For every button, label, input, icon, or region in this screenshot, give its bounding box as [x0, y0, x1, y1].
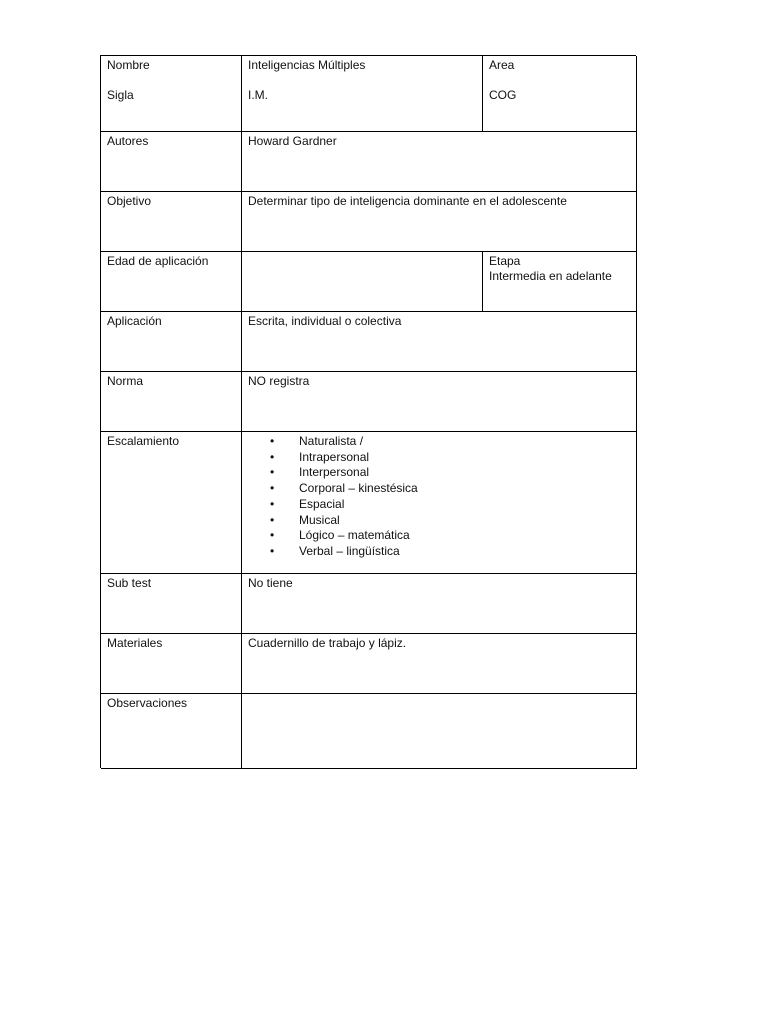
objetivo-label: Objetivo: [107, 194, 152, 208]
objetivo-value-cell: [242, 192, 637, 252]
etapa-label: Etapa: [489, 254, 521, 268]
materiales-label: Materiales: [107, 636, 163, 650]
list-item: • Lógico – matemática: [248, 528, 630, 544]
list-item: • Interpersonal: [248, 465, 630, 481]
aplicacion-value-cell: [242, 312, 637, 372]
list-item: • Naturalista /: [248, 434, 630, 450]
list-item: • Musical: [248, 513, 630, 529]
autores-value: Howard Gardner: [248, 134, 337, 148]
observaciones-label: Observaciones: [107, 696, 188, 710]
observaciones-label-cell: [101, 694, 242, 769]
edad-value-cell: [242, 252, 483, 312]
sigla-value: I.M.: [248, 88, 268, 102]
observaciones-value-cell: [242, 694, 637, 769]
materiales-value-cell: [242, 634, 637, 694]
list-item: • Corporal – kinestésica: [248, 481, 630, 497]
escalamiento-label-cell: [101, 432, 242, 574]
subtest-label: Sub test: [107, 576, 152, 590]
materiales-value: Cuadernillo de trabajo y lápiz.: [248, 636, 407, 650]
norma-label-cell: [101, 372, 242, 432]
norma-value-cell: [242, 372, 637, 432]
autores-value-cell: [242, 132, 637, 192]
edad-label: Edad de aplicación: [107, 254, 209, 268]
aplicacion-label-cell: [101, 312, 242, 372]
list-item: • Intrapersonal: [248, 450, 630, 466]
area-cell: [483, 56, 637, 132]
sigla-label: Sigla: [107, 88, 134, 102]
autores-label: Autores: [107, 134, 149, 148]
aplicacion-value: Escrita, individual o colectiva: [248, 314, 402, 328]
norma-value: NO registra: [248, 374, 310, 388]
etapa-value: Intermedia en adelante: [489, 269, 612, 283]
edad-label-cell: [101, 252, 242, 312]
escalamiento-label: Escalamiento: [107, 434, 180, 448]
escalamiento-value-cell: [242, 432, 637, 574]
list-item: • Verbal – lingüística: [248, 544, 630, 560]
nombre-label: Nombre: [107, 58, 150, 72]
nombre-sigla-value-cell: [242, 56, 483, 132]
subtest-value: No tiene: [248, 576, 293, 590]
subtest-value-cell: [242, 574, 637, 634]
materiales-label-cell: [101, 634, 242, 694]
autores-label-cell: [101, 132, 242, 192]
list-item: • Espacial: [248, 497, 630, 513]
subtest-label-cell: [101, 574, 242, 634]
escalamiento-list: [248, 434, 630, 560]
nombre-sigla-label-cell: [101, 56, 242, 132]
objetivo-label-cell: [101, 192, 242, 252]
etapa-cell: [483, 252, 637, 312]
test-info-table: [100, 55, 636, 768]
area-value: COG: [489, 88, 517, 102]
aplicacion-label: Aplicación: [107, 314, 162, 328]
area-label: Area: [489, 58, 515, 72]
objetivo-value: Determinar tipo de inteligencia dominante en el adolescente: [248, 194, 567, 208]
nombre-value: Inteligencias Múltiples: [248, 58, 366, 72]
norma-label: Norma: [107, 374, 144, 388]
